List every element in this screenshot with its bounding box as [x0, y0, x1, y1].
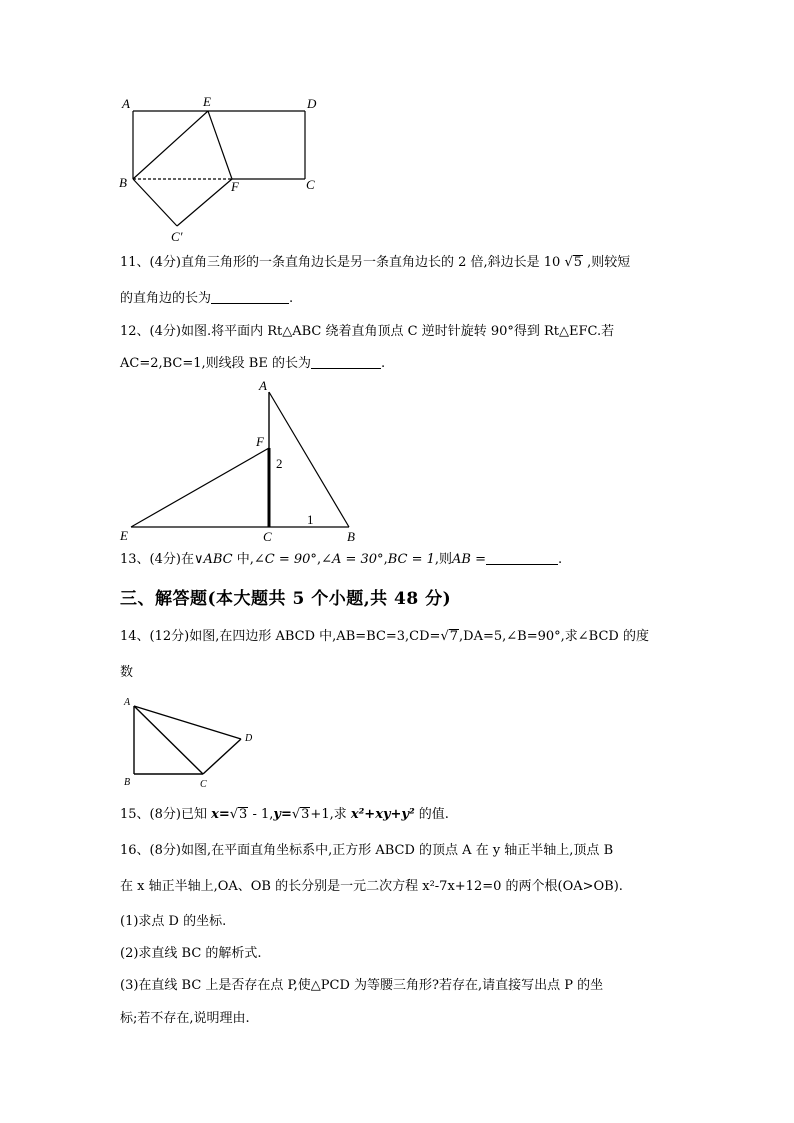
q16-sub2-text: (2)求直线 BC 的解析式. [120, 946, 262, 961]
question-12-line1 [120, 322, 614, 342]
q11-answer-blank[interactable] [211, 289, 289, 304]
q11-text-before: 11、(4分)直角三角形的一条直角边长是另一条直角边长的 2 倍,斜边长是 10 [120, 255, 561, 270]
question-16-line1 [120, 841, 613, 861]
q13-middle1: 中, [232, 552, 254, 567]
q14-radicand: 7 [449, 629, 459, 644]
label-A: A [122, 96, 130, 111]
q11-line2-after: . [289, 291, 294, 306]
figure3-lines [134, 706, 241, 774]
label-length-1: 1 [307, 512, 314, 527]
q16-sub3-text: (3)在直线 BC 上是否存在点 P,使△PCD 为等腰三角形?若存在,请直接写出点 P 的坐 [120, 978, 604, 993]
label-C: C [306, 177, 315, 192]
q12-line2-after: . [380, 356, 386, 371]
label-A: A [124, 697, 131, 708]
q15-radicand2: 3 [301, 807, 310, 822]
q12-answer-blank[interactable] [311, 354, 381, 369]
label-B: B [347, 529, 355, 544]
q13-ab: AB = [452, 552, 486, 567]
q14-text-before: 14、(12分)如图,在四边形 ABCD 中,AB=BC=3,CD= [120, 629, 441, 644]
q13-triangle: ∨ABC [193, 552, 233, 567]
q13-end: . [557, 552, 563, 567]
question-11-line2 [120, 289, 293, 309]
question-16-sub3b [120, 1009, 250, 1029]
q16-line1-text: 16、(8分)如图,在平面直角坐标系中,正方形 ABCD 的顶点 A 在 y 轴正半轴上,顶点 B [120, 843, 614, 858]
label-B: B [124, 777, 131, 788]
label-C-prime: C′ [171, 229, 183, 244]
label-C: C [200, 779, 207, 790]
figure2-lines [131, 392, 349, 527]
q11-radicand: 5 [573, 255, 583, 270]
q14-line2-text: 数 [120, 665, 134, 680]
q15-radicand1: 3 [239, 807, 248, 822]
q11-sqrt: √5 [564, 255, 583, 270]
label-B: B [119, 175, 127, 190]
question-16-line2 [120, 877, 623, 897]
figure-quadrilateral [115, 692, 265, 792]
question-13 [120, 550, 562, 570]
q15-x-rest: - 1, [248, 807, 274, 822]
q11-text-after: ,则较短 [587, 255, 631, 270]
question-16-sub2 [120, 944, 262, 964]
label-D: D [307, 96, 317, 111]
figure-folded-rectangle [110, 92, 330, 247]
question-16-sub1 [120, 912, 226, 932]
q13-answer-blank[interactable] [486, 550, 558, 565]
q15-end: 的值. [414, 807, 449, 822]
q14-text-after: ,DA=5,∠B=90°,求∠BCD 的度 [459, 629, 649, 644]
q16-sub3b-text: 标;若不存在,说明理由. [120, 1011, 250, 1026]
label-E: E [120, 528, 128, 543]
section-title: 三、解答题(本大题共 5 个小题,共 48 分) [120, 589, 452, 609]
q13-bc: BC = 1 [387, 552, 435, 567]
q13-prefix: 13、(4分)在 [120, 552, 194, 567]
q13-angle-a: ∠A = 30° [321, 552, 384, 567]
q15-y-rest: +1,求 [310, 807, 351, 822]
question-14-line1 [120, 627, 649, 647]
question-14-line2 [120, 663, 133, 683]
q14-sqrt: √7 [440, 629, 459, 644]
label-F: F [256, 434, 264, 449]
q13-sep2: , [383, 552, 388, 567]
q15-y-eq: y= [273, 807, 292, 822]
question-11-line1 [120, 253, 630, 273]
q15-expression: x²+xy+y² [350, 807, 415, 822]
label-F: F [231, 179, 239, 194]
figure-rotated-triangles [110, 376, 370, 546]
q15-sqrt1: √3 [229, 807, 248, 822]
q12-line2-before: AC=2,BC=1,则线段 BE 的长为 [120, 356, 311, 371]
question-15 [120, 805, 449, 825]
label-D: D [245, 733, 253, 744]
label-length-2: 2 [276, 456, 283, 471]
label-A: A [259, 378, 267, 393]
question-16-sub3 [120, 976, 603, 996]
q15-x-eq: x= [211, 807, 230, 822]
q16-sub1-text: (1)求点 D 的坐标. [120, 914, 227, 929]
q11-line2-before: 的直角边的长为 [120, 291, 212, 306]
q16-line2-text: 在 x 轴正半轴上,OA、OB 的长分别是一元二次方程 x²-7x+12=0 的两个根(OA>OB). [120, 879, 623, 894]
q13-angle-c: ∠C = 90° [253, 552, 317, 567]
q13-middle2: ,则 [434, 552, 453, 567]
q13-sep1: , [316, 552, 322, 567]
q15-prefix: 15、(8分)已知 [120, 807, 212, 822]
label-E: E [203, 94, 211, 109]
figure-lines [133, 111, 305, 226]
q12-line1-text: 12、(4分)如图.将平面内 Rt△ABC 绕着直角顶点 C 逆时针旋转 90°得到 Rt△EFC.若 [120, 324, 615, 339]
q15-sqrt2: √3 [291, 807, 310, 822]
question-12-line2 [120, 354, 385, 374]
label-C: C [263, 529, 272, 544]
